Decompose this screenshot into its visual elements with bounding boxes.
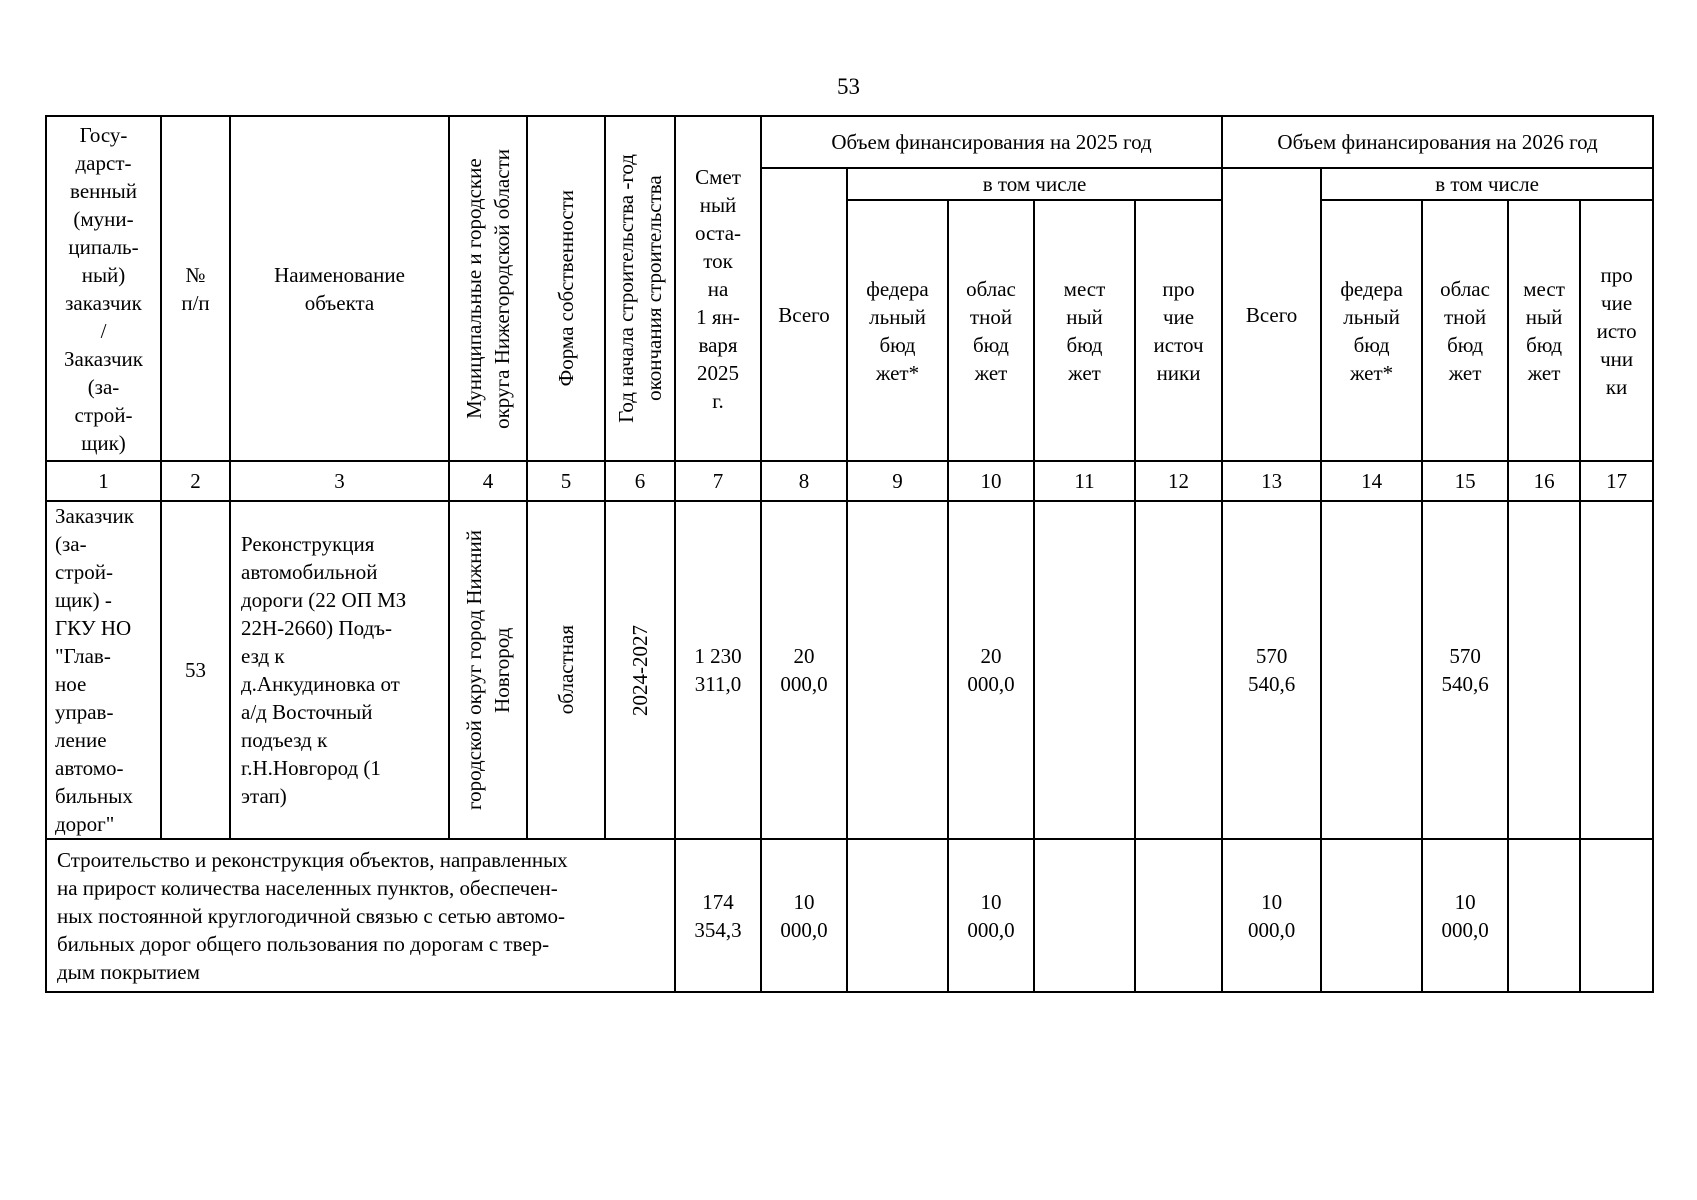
row-number: 53 — [161, 501, 230, 839]
column-number: 17 — [1580, 461, 1653, 501]
header-municipality-cell — [449, 116, 527, 461]
row-municipality: городской округ город Нижний Новгород — [462, 530, 514, 810]
table-row — [46, 501, 1653, 839]
row-municipality-cell — [449, 501, 527, 839]
row-ownership-cell — [527, 501, 605, 839]
row-local-2026 — [1508, 839, 1580, 992]
row-federal-2025 — [847, 501, 948, 839]
column-number: 7 — [675, 461, 761, 501]
row-other-2026 — [1580, 839, 1653, 992]
header-funding-2025: Объем финансирования на 2025 год — [761, 116, 1222, 168]
row-local-2026 — [1508, 501, 1580, 839]
column-number: 9 — [847, 461, 948, 501]
row-total-2025: 20 000,0 — [761, 501, 847, 839]
header-local-2026: мест ный бюд жет — [1508, 200, 1580, 461]
row-federal-2025 — [847, 839, 948, 992]
section-title: Строительство и реконструкция объектов, направленных на прирост количества населенных пунктов, обеспечен- ных постоянной круглогодичной связью с сетью автомо- бильных дорог общего пользования по дорогам с твер- дым покрытием — [46, 839, 675, 992]
row-regional-2026: 10 000,0 — [1422, 839, 1508, 992]
header-funding-2026: Объем финансирования на 2026 год — [1222, 116, 1653, 168]
header-including-2025: в том числе — [847, 168, 1222, 200]
header-regional-2025: облас тной бюд жет — [948, 200, 1034, 461]
table-row — [46, 839, 1653, 992]
column-number: 13 — [1222, 461, 1321, 501]
row-federal-2026 — [1321, 839, 1422, 992]
row-federal-2026 — [1321, 501, 1422, 839]
row-local-2025 — [1034, 501, 1135, 839]
header-estimate: Смет ный оста- ток на 1 ян- варя 2025 г. — [675, 116, 761, 461]
row-other-2025 — [1135, 501, 1222, 839]
row-ownership: областная — [554, 625, 578, 715]
column-number: 15 — [1422, 461, 1508, 501]
page-number: 53 — [837, 74, 860, 99]
header-local-2025: мест ный бюд жет — [1034, 200, 1135, 461]
column-number: 1 — [46, 461, 161, 501]
header-total-2026: Всего — [1222, 168, 1321, 461]
row-years: 2024-2027 — [628, 624, 652, 716]
row-years-cell — [605, 501, 675, 839]
row-regional-2025: 10 000,0 — [948, 839, 1034, 992]
header-regional-2026: облас тной бюд жет — [1422, 200, 1508, 461]
column-number-row — [46, 461, 1653, 501]
header-other-2025: про чие источ ники — [1135, 200, 1222, 461]
row-estimate: 174 354,3 — [675, 839, 761, 992]
header-years-cell — [605, 116, 675, 461]
header-ownership: Форма собственности — [554, 190, 578, 387]
row-regional-2026: 570 540,6 — [1422, 501, 1508, 839]
header-object-name: Наименование объекта — [230, 116, 449, 461]
header-other-2026: про чие исто чни ки — [1580, 200, 1653, 461]
row-customer: Заказчик (за- строй- щик) - ГКУ НО "Глав- ное управ- ление автомо- бильных дорог" — [46, 501, 161, 839]
row-regional-2025: 20 000,0 — [948, 501, 1034, 839]
column-number: 3 — [230, 461, 449, 501]
column-number: 2 — [161, 461, 230, 501]
row-total-2025: 10 000,0 — [761, 839, 847, 992]
header-ownership-cell — [527, 116, 605, 461]
header-federal-2026: федера льный бюд жет* — [1321, 200, 1422, 461]
financing-table — [45, 115, 1654, 993]
header-customer: Госу- дарст- венный (муни- ципаль- ный) заказчик / Заказчик (за- строй- щик) — [46, 116, 161, 461]
column-number: 11 — [1034, 461, 1135, 501]
column-number: 16 — [1508, 461, 1580, 501]
row-estimate: 1 230 311,0 — [675, 501, 761, 839]
header-number: № п/п — [161, 116, 230, 461]
header-total-2025: Всего — [761, 168, 847, 461]
header-including-2026: в том числе — [1321, 168, 1653, 200]
row-other-2026 — [1580, 501, 1653, 839]
row-other-2025 — [1135, 839, 1222, 992]
column-number: 10 — [948, 461, 1034, 501]
column-number: 14 — [1321, 461, 1422, 501]
column-number: 12 — [1135, 461, 1222, 501]
column-number: 6 — [605, 461, 675, 501]
header-years: Год начала строительства -год окончания строительства — [614, 154, 666, 423]
row-total-2026: 570 540,6 — [1222, 501, 1321, 839]
header-municipality: Муниципальные и городские округа Нижегородской области — [462, 148, 514, 429]
row-total-2026: 10 000,0 — [1222, 839, 1321, 992]
header-federal-2025: федера льный бюд жет* — [847, 200, 948, 461]
column-number: 4 — [449, 461, 527, 501]
column-number: 8 — [761, 461, 847, 501]
row-local-2025 — [1034, 839, 1135, 992]
row-object-name: Реконструкция автомобильной дороги (22 ОП МЗ 22Н-2660) Подъ- езд к д.Анкудиновка от а/д Восточный подъезд к г.Н.Новгород (1 этап) — [230, 501, 449, 839]
column-number: 5 — [527, 461, 605, 501]
